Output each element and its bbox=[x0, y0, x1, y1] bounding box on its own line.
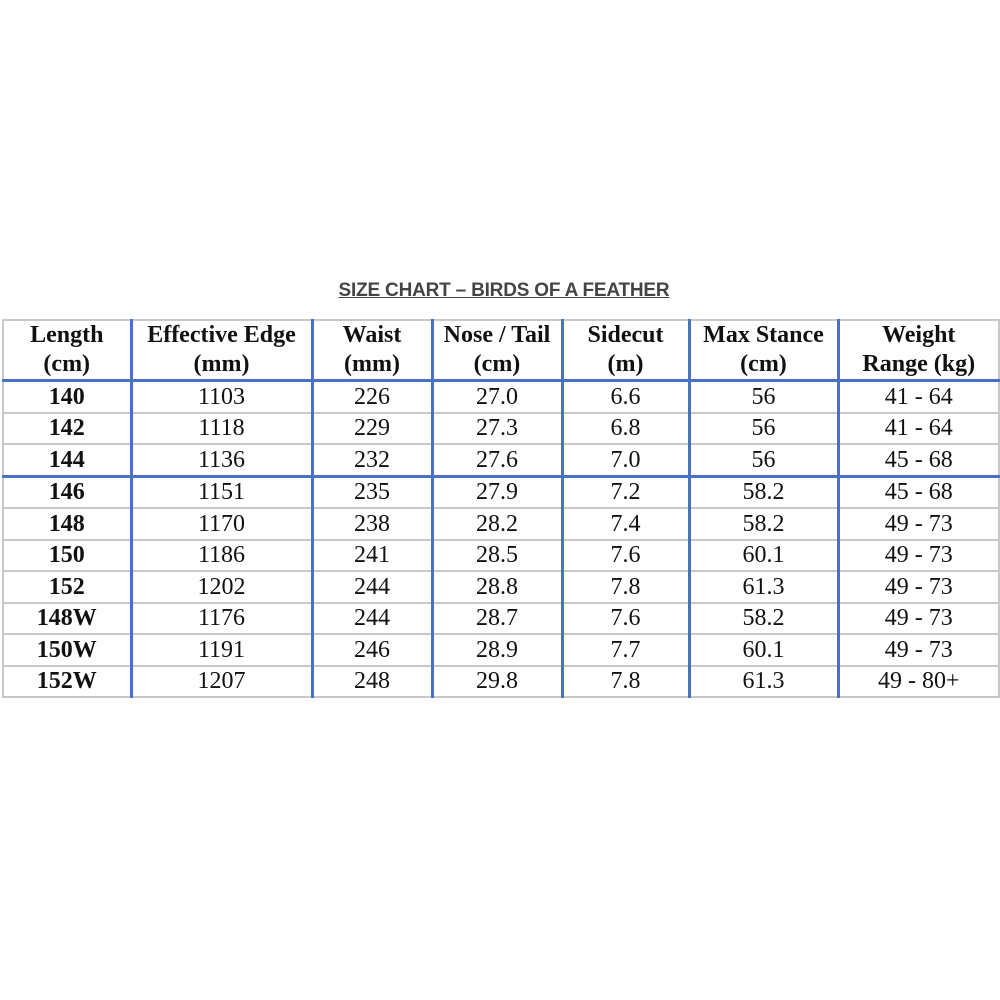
header-max-stance bbox=[689, 320, 838, 381]
table-row bbox=[3, 540, 999, 572]
cell-max-stance: 61.3 bbox=[689, 571, 838, 603]
cell-length: 148 bbox=[3, 508, 131, 540]
cell-length: 150W bbox=[3, 634, 131, 666]
cell-max-stance: 56 bbox=[689, 381, 838, 413]
cell-nose-tail: 28.5 bbox=[432, 540, 562, 572]
cell-waist: 235 bbox=[312, 476, 432, 508]
cell-weight-range: 49 - 73 bbox=[838, 540, 999, 572]
cell-weight-range: 49 - 73 bbox=[838, 508, 999, 540]
header-length bbox=[3, 320, 131, 381]
cell-sidecut: 7.4 bbox=[562, 508, 689, 540]
cell-effective-edge: 1176 bbox=[131, 603, 312, 635]
cell-length: 152 bbox=[3, 571, 131, 603]
cell-sidecut: 6.6 bbox=[562, 381, 689, 413]
cell-length: 152W bbox=[3, 666, 131, 698]
cell-waist: 238 bbox=[312, 508, 432, 540]
table-row bbox=[3, 634, 999, 666]
cell-waist: 229 bbox=[312, 413, 432, 445]
cell-length: 146 bbox=[3, 476, 131, 508]
header-waist bbox=[312, 320, 432, 381]
cell-waist: 244 bbox=[312, 571, 432, 603]
cell-nose-tail: 28.9 bbox=[432, 634, 562, 666]
table-body bbox=[3, 381, 999, 698]
cell-length: 142 bbox=[3, 413, 131, 445]
table-row bbox=[3, 603, 999, 635]
table-row bbox=[3, 381, 999, 413]
cell-nose-tail: 28.7 bbox=[432, 603, 562, 635]
cell-sidecut: 7.8 bbox=[562, 666, 689, 698]
cell-max-stance: 61.3 bbox=[689, 666, 838, 698]
header-weight-range-line: Weight bbox=[882, 322, 956, 348]
table-row bbox=[3, 413, 999, 445]
cell-effective-edge: 1151 bbox=[131, 476, 312, 508]
cell-sidecut: 7.7 bbox=[562, 634, 689, 666]
cell-waist: 246 bbox=[312, 634, 432, 666]
header-length-line: (cm) bbox=[43, 351, 91, 377]
cell-max-stance: 56 bbox=[689, 413, 838, 445]
cell-sidecut: 7.6 bbox=[562, 603, 689, 635]
cell-weight-range: 45 - 68 bbox=[838, 476, 999, 508]
cell-waist: 226 bbox=[312, 381, 432, 413]
cell-effective-edge: 1202 bbox=[131, 571, 312, 603]
cell-nose-tail: 27.9 bbox=[432, 476, 562, 508]
table-row bbox=[3, 476, 999, 508]
cell-waist: 232 bbox=[312, 444, 432, 476]
cell-weight-range: 41 - 64 bbox=[838, 413, 999, 445]
header-length-line: Length bbox=[30, 322, 104, 348]
cell-effective-edge: 1186 bbox=[131, 540, 312, 572]
cell-length: 140 bbox=[3, 381, 131, 413]
cell-effective-edge: 1191 bbox=[131, 634, 312, 666]
header-sidecut bbox=[562, 320, 689, 381]
cell-nose-tail: 27.6 bbox=[432, 444, 562, 476]
cell-effective-edge: 1170 bbox=[131, 508, 312, 540]
cell-waist: 241 bbox=[312, 540, 432, 572]
header-effective-edge bbox=[131, 320, 312, 381]
cell-weight-range: 49 - 73 bbox=[838, 571, 999, 603]
cell-length: 150 bbox=[3, 540, 131, 572]
table-header bbox=[3, 320, 999, 381]
header-max-stance-line: (cm) bbox=[740, 351, 787, 377]
header-effective-edge-line: (mm) bbox=[193, 351, 250, 377]
cell-weight-range: 49 - 80+ bbox=[838, 666, 999, 698]
cell-nose-tail: 27.0 bbox=[432, 381, 562, 413]
header-max-stance-line: Max Stance bbox=[703, 322, 824, 348]
cell-nose-tail: 29.8 bbox=[432, 666, 562, 698]
header-waist-line: Waist bbox=[342, 322, 402, 348]
cell-effective-edge: 1136 bbox=[131, 444, 312, 476]
cell-sidecut: 7.0 bbox=[562, 444, 689, 476]
header-waist-line: (mm) bbox=[344, 351, 400, 377]
cell-length: 148W bbox=[3, 603, 131, 635]
cell-max-stance: 58.2 bbox=[689, 603, 838, 635]
cell-sidecut: 7.8 bbox=[562, 571, 689, 603]
cell-sidecut: 6.8 bbox=[562, 413, 689, 445]
cell-effective-edge: 1118 bbox=[131, 413, 312, 445]
cell-weight-range: 45 - 68 bbox=[838, 444, 999, 476]
header-nose-tail-line: Nose / Tail bbox=[443, 322, 551, 348]
cell-max-stance: 60.1 bbox=[689, 540, 838, 572]
chart-title: SIZE CHART – BIRDS OF A FEATHER bbox=[338, 280, 670, 301]
header-sidecut-line: (m) bbox=[607, 351, 644, 377]
cell-length: 144 bbox=[3, 444, 131, 476]
header-nose-tail-line: (cm) bbox=[473, 351, 521, 377]
cell-effective-edge: 1207 bbox=[131, 666, 312, 698]
cell-weight-range: 41 - 64 bbox=[838, 381, 999, 413]
table-row bbox=[3, 666, 999, 698]
cell-sidecut: 7.6 bbox=[562, 540, 689, 572]
cell-nose-tail: 27.3 bbox=[432, 413, 562, 445]
cell-weight-range: 49 - 73 bbox=[838, 634, 999, 666]
header-weight-range bbox=[838, 320, 999, 381]
cell-effective-edge: 1103 bbox=[131, 381, 312, 413]
cell-max-stance: 58.2 bbox=[689, 476, 838, 508]
cell-nose-tail: 28.2 bbox=[432, 508, 562, 540]
header-effective-edge-line: Effective Edge bbox=[147, 322, 296, 348]
header-weight-range-line: Range (kg) bbox=[862, 351, 976, 377]
size-chart-table bbox=[2, 319, 1000, 698]
table-row bbox=[3, 444, 999, 476]
cell-weight-range: 49 - 73 bbox=[838, 603, 999, 635]
cell-nose-tail: 28.8 bbox=[432, 571, 562, 603]
header-row bbox=[3, 320, 999, 381]
cell-waist: 248 bbox=[312, 666, 432, 698]
table-row bbox=[3, 508, 999, 540]
cell-max-stance: 60.1 bbox=[689, 634, 838, 666]
cell-max-stance: 58.2 bbox=[689, 508, 838, 540]
cell-sidecut: 7.2 bbox=[562, 476, 689, 508]
cell-waist: 244 bbox=[312, 603, 432, 635]
table-row bbox=[3, 571, 999, 603]
header-sidecut-line: Sidecut bbox=[587, 322, 664, 348]
header-nose-tail bbox=[432, 320, 562, 381]
cell-max-stance: 56 bbox=[689, 444, 838, 476]
